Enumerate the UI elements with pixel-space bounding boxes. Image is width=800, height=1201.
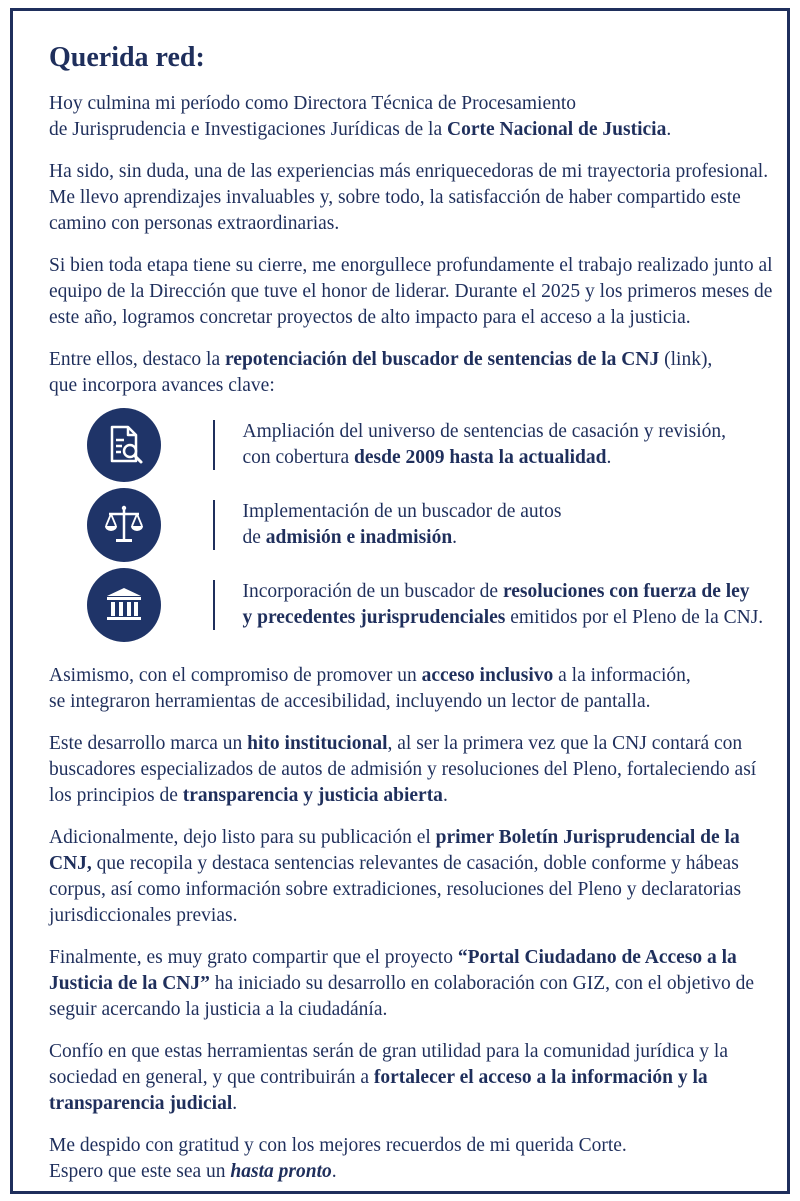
buscador-highlight: repotenciación del buscador de sentencias de la CNJ — [224, 349, 660, 370]
paragraph-farewell: Me despido con gratitud y con los mejores recuerdos de mi querida Corte. Espero que este sea un hasta pronto. — [49, 1135, 627, 1182]
letter-frame — [10, 8, 790, 1194]
feature-item — [49, 485, 779, 565]
intro-line-1: Hoy culmina mi período como Directora Técnica de Procesamiento — [49, 93, 577, 114]
courthouse-icon — [87, 568, 161, 642]
paragraph-team: Si bien toda etapa tiene su cierre, me enorgullece profundamente el trabajo realizado junto al equipo de la Dirección que tuve el honor de liderar. Durante el 2025 y los primeros meses de este año, logramos concretar proyectos de alto impacto para el acceso a la justicia. — [49, 255, 773, 328]
letter-content — [49, 41, 779, 1201]
paragraph-portal: Finalmente, es muy grato compartir que el proyecto “Portal Ciudadano de Acceso a la Justicia de la CNJ” ha iniciado su desarrollo en colaboración con GIZ, con el objetivo de seguir acercando la justicia a la ciudadánía. — [49, 947, 755, 1020]
intro-line-2: de Jurisprudencia e Investigaciones Jurídicas de la — [49, 119, 447, 140]
paragraph-milestone: Este desarrollo marca un hito institucional, al ser la primera vez que la CNJ contará con buscadores especializados de autos de admisión y resoluciones del Pleno, fortaleciendo así los principios de transparencia y justicia abierta. — [49, 733, 757, 806]
divider — [213, 500, 215, 550]
feature-text: Implementación de un buscador de autos de admisión e inadmisión. — [242, 501, 562, 548]
intro-court-name: Corte Nacional de Justicia — [447, 119, 667, 140]
paragraph-inclusive: Asimismo, con el compromiso de promover un acceso inclusivo a la información, se integraron herramientas de accesibilidad, incluyendo un lector de pantalla. — [49, 665, 691, 712]
greeting-heading: Querida red: — [49, 42, 205, 73]
scales-icon — [87, 488, 161, 562]
feature-text: Ampliación del universo de sentencias de casación y revisión, con cobertura desde 2009 hasta la actualidad. — [242, 421, 727, 468]
divider — [213, 420, 215, 470]
divider — [213, 580, 215, 630]
feature-list — [49, 405, 779, 645]
paragraph-tools: Confío en que estas herramientas serán de gran utilidad para la comunidad jurídica y la sociedad en general, y que contribuirán a fortalecer el acceso a la información y la transparencia judicial. — [49, 1041, 729, 1114]
intro-period: . — [666, 119, 672, 140]
paragraph-intro — [49, 91, 779, 143]
feature-text: Incorporación de un buscador de resoluciones con fuerza de ley y precedentes jurisprudenciales emitidos por el Pleno de la CNJ. — [242, 581, 764, 628]
feature-item — [49, 405, 779, 485]
paragraph-experience: Ha sido, sin duda, una de las experiencias más enriquecedoras de mi trayectoria profesional. Me llevo aprendizajes invaluables y, sobre todo, la satisfacción de haber compartido este camino con personas extraordinarias. — [49, 161, 769, 234]
paragraph-bulletin: Adicionalmente, dejo listo para su publicación el primer Boletín Jurisprudencial de la CNJ, que recopila y destaca sentencias relevantes de casación, doble conforme y hábeas corpus, así como información sobre extradiciones, resoluciones del Pleno y declaratorias jurisdiccionales previas. — [49, 827, 742, 926]
feature-item — [49, 565, 779, 645]
link-text: (link), — [659, 349, 713, 370]
hasta-pronto: hasta pronto — [230, 1161, 332, 1182]
paragraph-highlights: Entre ellos, destaco la repotenciación del buscador de sentencias de la CNJ (link), que incorpora avances clave: — [49, 349, 713, 396]
document-search-icon — [87, 408, 161, 482]
